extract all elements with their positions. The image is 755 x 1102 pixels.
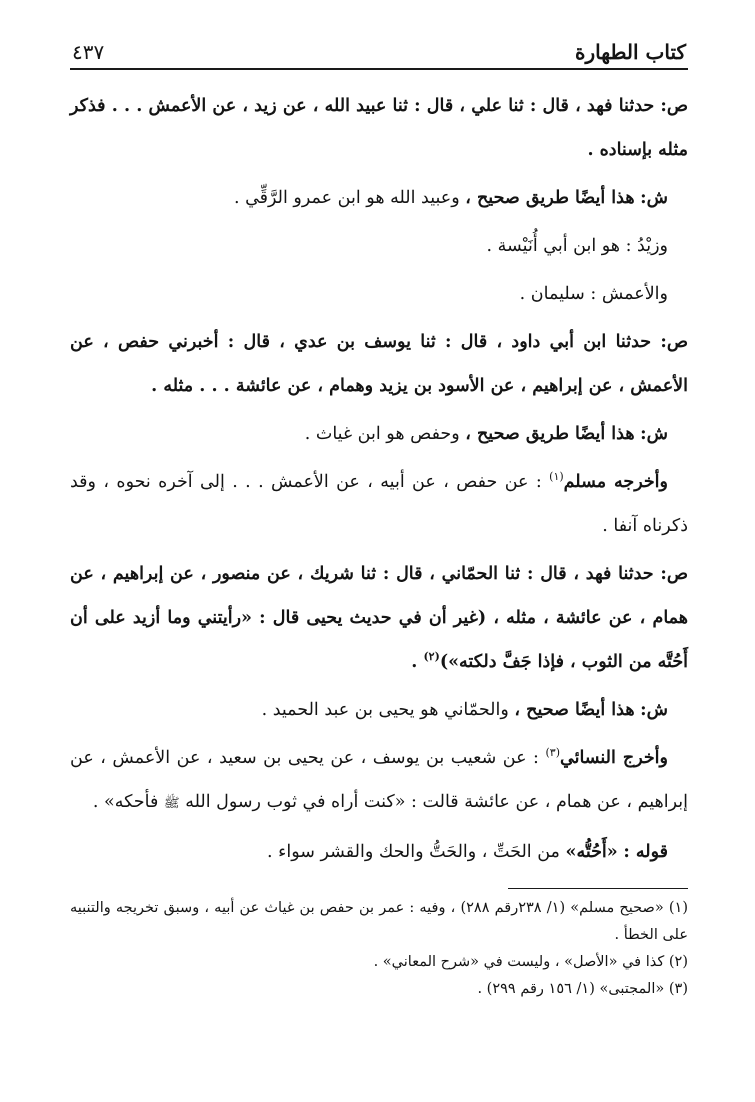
footnote-2 xyxy=(70,949,688,976)
paragraph-4 xyxy=(70,272,688,316)
emphasis-text: هذا أيضًا طريق صحيح ، xyxy=(465,424,635,444)
paragraph-2 xyxy=(70,176,688,220)
paragraph-7 xyxy=(70,460,688,548)
footnote-divider xyxy=(508,888,688,889)
paragraph-text: : عن شعيب بن يوسف ، عن يحيى بن سعيد ، عن الأعمش ، عن إبراهيم ، عن همام ، عن عائشة قالت : «كنت أراه في ثوب رسول الله xyxy=(70,748,688,812)
book-page xyxy=(70,30,688,1003)
paragraph-10 xyxy=(70,736,688,826)
emphasis-text: «أَحُتُّه» xyxy=(565,842,618,862)
paragraph-text: والحمّاني هو يحيى بن عبد الحميد . xyxy=(261,700,509,720)
paragraph-6 xyxy=(70,412,688,456)
paragraph-text: وحفص هو ابن غياث . xyxy=(304,424,460,444)
sad-label: ص: xyxy=(660,96,689,116)
footnote-text: كذا في «الأصل» ، وليست في «شرح المعاني» . xyxy=(373,954,665,970)
footnote-3 xyxy=(70,976,688,1003)
footnote-marker: (٣) xyxy=(668,981,688,997)
paragraph-9 xyxy=(70,688,688,732)
emphasis-text: هذا أيضًا صحيح ، xyxy=(514,700,635,720)
book-title: كتاب الطهارة xyxy=(575,40,686,64)
paragraph-text: من الحَتِّ ، والحَتُّ والحك والقشر سواء . xyxy=(267,842,560,862)
emphasis-text: هذا أيضًا طريق صحيح ، xyxy=(465,188,635,208)
footnotes xyxy=(70,895,688,1003)
footnote-ref-2[interactable]: (٢) xyxy=(423,650,440,664)
paragraph-text: والأعمش : سليمان . xyxy=(519,284,668,304)
paragraph-8 xyxy=(70,552,688,684)
page-number: ٤٣٧ xyxy=(72,40,105,64)
salawat-ornament-icon: ﷺ xyxy=(163,796,180,811)
emphasis-text: وأخرج النسائي xyxy=(559,748,668,768)
sad-label: ص: xyxy=(660,332,688,352)
footnote-text: «صحيح مسلم» (١/ ٢٣٨رقم ٢٨٨) ، وفيه : عمر بن حفص بن غياث عن أبيه ، وسبق تخريجه والتنبيه على الخطأ . xyxy=(70,900,688,943)
shin-label: ش: xyxy=(640,424,668,444)
paragraph-text: حدثنا فهد ، قال : ثنا علي ، قال : ثنا عبيد الله ، عن زيد ، عن الأعمش . . . فذكر مثله بإسناده . xyxy=(70,96,688,160)
footnote-marker: (٢) xyxy=(668,954,688,970)
footnote-ref-1[interactable]: (١) xyxy=(549,470,564,484)
paragraph-1 xyxy=(70,84,688,172)
footnote-marker: (١) xyxy=(668,900,689,916)
footnote-ref-3[interactable]: (٣) xyxy=(545,746,560,760)
paragraph-text: وعبيد الله هو ابن عمرو الرَّقِّي . xyxy=(233,188,460,208)
emphasis-text: وأخرجه مسلم xyxy=(563,472,668,492)
sad-label: ص: xyxy=(660,564,688,584)
qawluhu-label: قوله : xyxy=(623,842,668,862)
shin-label: ش: xyxy=(640,700,668,720)
shin-label: ش: xyxy=(640,188,668,208)
page-body xyxy=(70,84,688,874)
paragraph-text: وزيْدُ : هو ابن أبي أُنَيْسة . xyxy=(486,236,668,256)
paragraph-end: . xyxy=(411,652,418,672)
paragraph-11 xyxy=(70,830,688,874)
footnote-1 xyxy=(70,895,688,949)
paragraph-text-end: فأحكه» . xyxy=(92,792,159,812)
paragraph-text: : عن حفص ، عن أبيه ، عن الأعمش . . . إلى آخره نحوه ، وقد ذكرناه آنفا . xyxy=(70,472,688,536)
paragraph-3 xyxy=(70,224,688,268)
paragraph-text: حدثنا فهد ، قال : ثنا الحمّاني ، قال : ثنا شريك ، عن منصور ، عن إبراهيم ، عن همام ، عن عائشة ، مثله ، (غير أن في حديث يحيى قال : «رأيتني وما أزيد على أن أَحُتَّه من الثوب ، فإذا جَفَّ دلكته») xyxy=(70,564,688,672)
page-header xyxy=(70,30,688,70)
paragraph-text: حدثنا ابن أبي داود ، قال : ثنا يوسف بن عدي ، قال : أخبرني حفص ، عن الأعمش ، عن إبراهيم ، عن الأسود بن يزيد وهمام ، عن عائشة . . . مثله . xyxy=(70,332,688,396)
footnote-text: «المجتبى» (١/ ١٥٦ رقم ٢٩٩) . xyxy=(477,981,665,997)
paragraph-5 xyxy=(70,320,688,408)
